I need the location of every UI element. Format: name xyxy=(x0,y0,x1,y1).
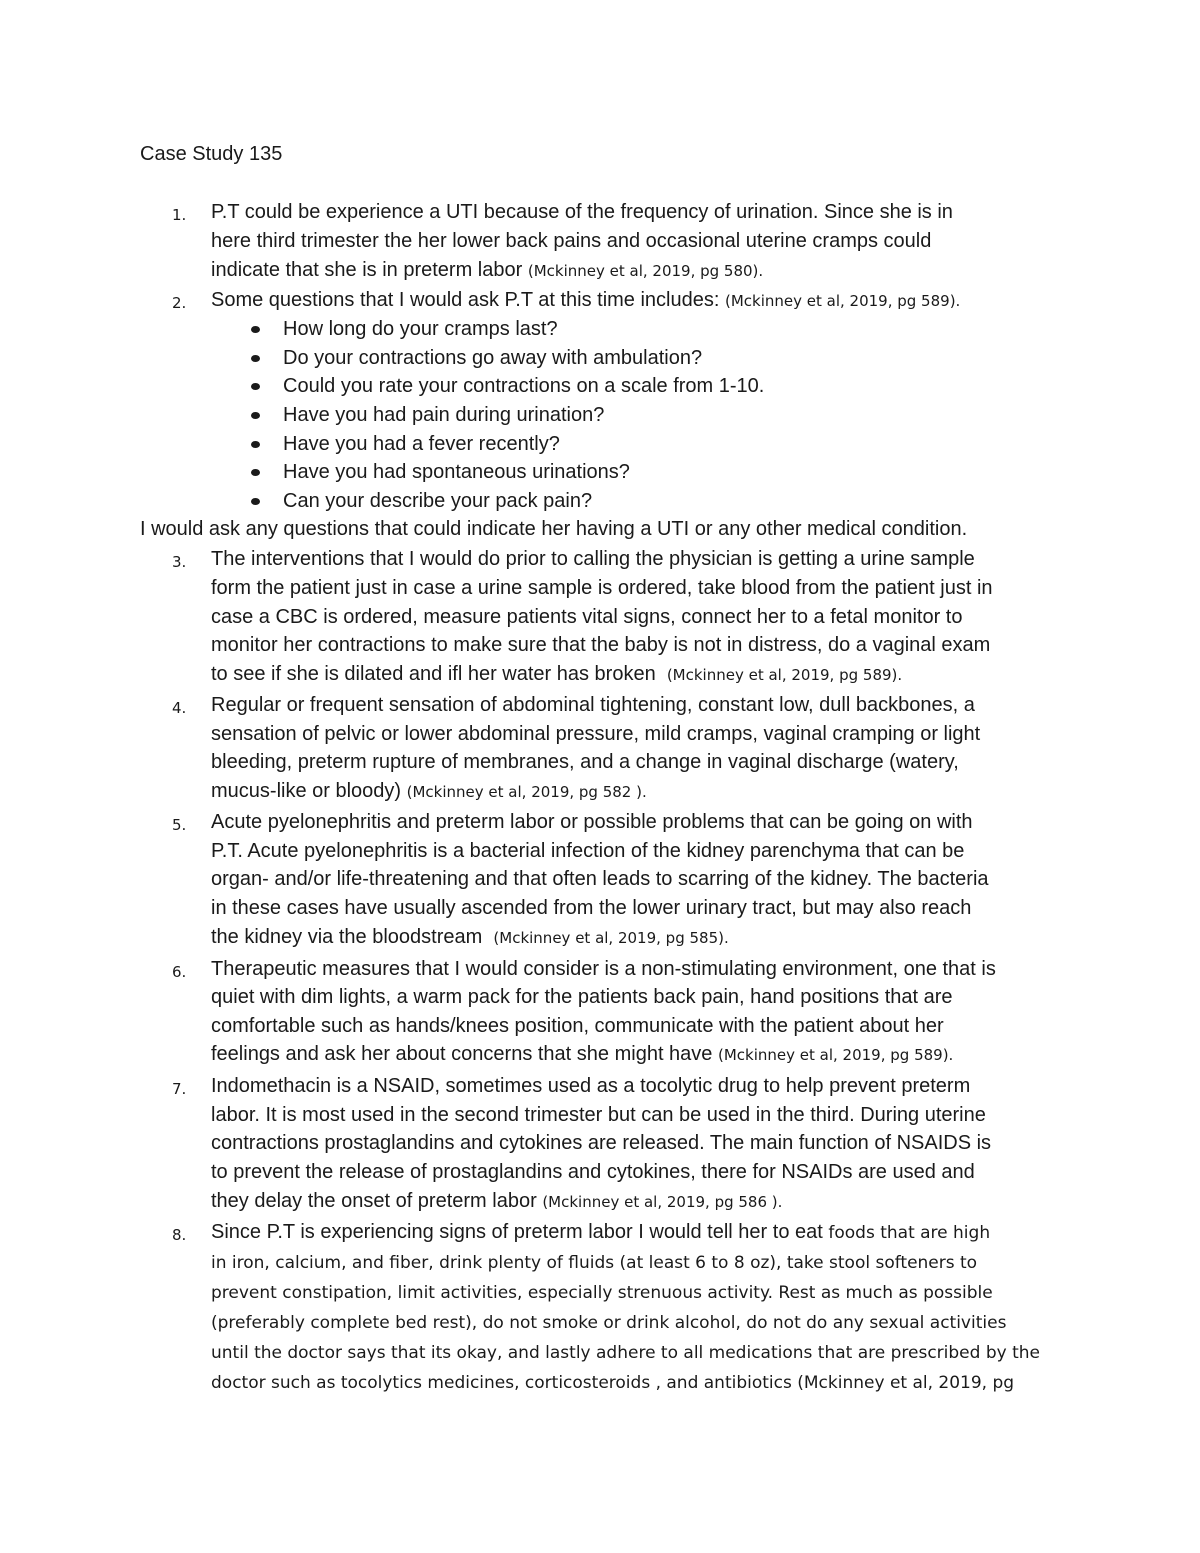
item-5-line-5: the kidney via the bloodstream (Mckinney et al, 2019, pg 585). xyxy=(211,926,729,948)
bullet-dot xyxy=(251,498,260,505)
item-number: 4. xyxy=(172,699,187,717)
citation: (Mckinney et al, 2019, pg 589). xyxy=(724,292,961,310)
document-title: Case Study 135 xyxy=(140,143,283,165)
question-item: How long do your cramps last? xyxy=(283,318,558,340)
item-number: 5. xyxy=(172,816,187,834)
item-3-line-3: case a CBC is ordered, measure patients vital signs, connect her to a fetal monitor to xyxy=(211,606,963,628)
item-7-line-5: they delay the onset of preterm labor (Mckinney et al, 2019, pg 586 ). xyxy=(211,1190,783,1212)
item-number: 7. xyxy=(172,1080,187,1098)
item-3-line-1: The interventions that I would do prior to calling the physician is getting a urine sample xyxy=(211,548,975,570)
item-number: 2. xyxy=(172,294,187,312)
bullet-dot xyxy=(251,469,260,476)
bullet-dot xyxy=(251,355,260,362)
question-item: Do your contractions go away with ambulation? xyxy=(283,347,703,369)
item-4-line-1: Regular or frequent sensation of abdominal tightening, constant low, dull backbones, a xyxy=(211,694,975,716)
bullet-dot xyxy=(251,412,260,419)
question-item: Could you rate your contractions on a scale from 1-10. xyxy=(283,375,765,397)
item-5-line-4: in these cases have usually ascended from the lower urinary tract, but may also reach xyxy=(211,897,972,919)
item-5-line-1: Acute pyelonephritis and preterm labor or possible problems that can be going on with xyxy=(211,811,973,833)
item-8-line-6: doctor such as tocolytics medicines, corticosteroids , and antibiotics (Mckinney et al, 2019, pg xyxy=(211,1373,1015,1393)
citation: (Mckinney et al, 2019, pg 580). xyxy=(527,262,764,280)
item-4-line-4: mucus-like or bloody) (Mckinney et al, 2019, pg 582 ). xyxy=(211,780,647,802)
item-6-line-1: Therapeutic measures that I would consider is a non-stimulating environment, one that is xyxy=(211,958,996,980)
item-8-line-2: in iron, calcium, and fiber, drink plenty of fluids (at least 6 to 8 oz), take stool softeners to xyxy=(211,1253,978,1273)
citation: (Mckinney et al, 2019, pg 586 ). xyxy=(542,1193,783,1211)
citation: (Mckinney et al, 2019, pg 585). xyxy=(493,929,729,947)
item-3-line-2: form the patient just in case a urine sample is ordered, take blood from the patient just in xyxy=(211,577,993,599)
item-number: 6. xyxy=(172,963,187,981)
item-3-line-4: monitor her contractions to make sure that the baby is not in distress, do a vaginal exam xyxy=(211,634,991,656)
item-5-line-2: P.T. Acute pyelonephritis is a bacterial infection of the kidney parenchyma that can be xyxy=(211,840,965,862)
item-4-line-3: bleeding, preterm rupture of membranes, and a change in vaginal discharge (watery, xyxy=(211,751,959,773)
question-item: Have you had a fever recently? xyxy=(283,433,560,455)
follow-up-paragraph: I would ask any questions that could indicate her having a UTI or any other medical condition. xyxy=(140,518,968,540)
item-number: 3. xyxy=(172,553,187,571)
item-1-line-1: P.T could be experience a UTI because of the frequency of urination. Since she is in xyxy=(211,201,953,223)
citation: (Mckinney et al, 2019, pg 589). xyxy=(666,666,903,684)
item-5-line-3: organ- and/or life-threatening and that often leads to scarring of the kidney. The bacteria xyxy=(211,868,989,890)
item-6-line-2: quiet with dim lights, a warm pack for the patients back pain, hand positions that are xyxy=(211,986,953,1008)
item-8-line-5: until the doctor says that its okay, and lastly adhere to all medications that are prescribed by the xyxy=(211,1343,1040,1363)
item-1-line-3: indicate that she is in preterm labor (Mckinney et al, 2019, pg 580). xyxy=(211,259,764,281)
item-7-line-2: labor. It is most used in the second trimester but can be used in the third. During uterine xyxy=(211,1104,986,1126)
item-number: 1. xyxy=(172,206,187,224)
item-8-line-4: (preferably complete bed rest), do not smoke or drink alcohol, do not do any sexual activities xyxy=(211,1313,1007,1333)
item-number: 8. xyxy=(172,1226,187,1244)
item-6-line-4: feelings and ask her about concerns that she might have (Mckinney et al, 2019, pg 589). xyxy=(211,1043,954,1065)
citation: (Mckinney et al, 2019, pg 589). xyxy=(718,1046,954,1064)
question-item: Have you had spontaneous urinations? xyxy=(283,461,630,483)
question-item: Can your describe your pack pain? xyxy=(283,490,593,512)
item-4-line-2: sensation of pelvic or lower abdominal pressure, mild cramps, vaginal cramping or light xyxy=(211,723,981,745)
item-8-line-3: prevent constipation, limit activities, especially strenuous activity. Rest as much as possible xyxy=(211,1283,993,1303)
item-6-line-3: comfortable such as hands/knees position, communicate with the patient about her xyxy=(211,1015,944,1037)
citation: (Mckinney et al, 2019, pg 582 ). xyxy=(406,783,647,801)
question-item: Have you had pain during urination? xyxy=(283,404,605,426)
item-1-line-2: here third trimester the her lower back pains and occasional uterine cramps could xyxy=(211,230,932,252)
bullet-dot xyxy=(251,383,260,390)
item-7-line-4: to prevent the release of prostaglandins and cytokines, there for NSAIDs are used and xyxy=(211,1161,975,1183)
item-7-line-3: contractions prostaglandins and cytokines are released. The main function of NSAIDS is xyxy=(211,1132,992,1154)
item-3-line-5: to see if she is dilated and ifl her water has broken (Mckinney et al, 2019, pg 589). xyxy=(211,663,903,685)
item-8-line-1-tail: foods that are high xyxy=(828,1223,991,1243)
item-2-line-1: Some questions that I would ask P.T at this time includes: (Mckinney et al, 2019, pg 589). xyxy=(211,289,961,311)
bullet-dot xyxy=(251,326,260,333)
item-8-line-1: Since P.T is experiencing signs of preterm labor I would tell her to eat foods that are high xyxy=(211,1221,991,1243)
item-7-line-1: Indomethacin is a NSAID, sometimes used as a tocolytic drug to help prevent preterm xyxy=(211,1075,971,1097)
bullet-dot xyxy=(251,441,260,448)
